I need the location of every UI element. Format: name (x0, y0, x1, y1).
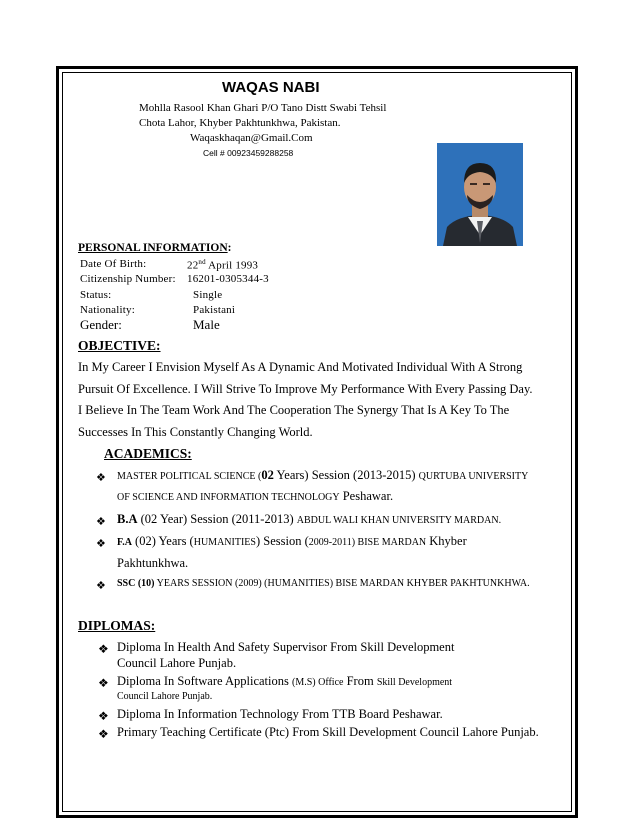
status-label: Status: (80, 289, 112, 301)
email-address: Waqaskhaqan@Gmail.Com (190, 132, 313, 144)
gender-label: Gender: (80, 317, 122, 332)
address-line-1: Mohlla Rasool Khan Ghari P/O Tano Distt Swabi Tehsil (139, 102, 387, 114)
objective-line-3: I Believe In The Team Work And The Cooperation The Synergy That Is A Key To The (78, 403, 510, 417)
gender-value: Male (193, 317, 220, 332)
academics-heading: ACADEMICS: (104, 446, 192, 461)
bullet-icon: ❖ (96, 538, 106, 550)
bullet-icon: ❖ (98, 676, 109, 690)
candidate-name: WAQAS NABI (222, 79, 320, 96)
cell-number: Cell # 00923459288258 (203, 148, 294, 158)
nationality-value: Pakistani (193, 304, 236, 316)
profile-photo (437, 143, 523, 246)
status-value: Single (193, 289, 223, 301)
academic-item-1-line-2: OF SCIENCE AND INFORMATION TECHNOLOGY Peshawar. (117, 489, 394, 503)
nationality-label: Nationality: (80, 304, 135, 316)
diploma-item-2-line-1: Diploma In Software Applications (M.S) Office From Skill Development (117, 674, 453, 688)
citizenship-value: 16201-0305344-3 (187, 273, 269, 285)
academic-item-1-line-1: MASTER POLITICAL SCIENCE (02 Years) Session (2013-2015) QURTUBA UNIVERSITY (117, 468, 529, 482)
diploma-item-4: Primary Teaching Certificate (Ptc) From Skill Development Council Lahore Punjab. (117, 725, 539, 739)
address-line-2: Chota Lahor, Khyber Pakhtunkhwa, Pakistan. (139, 117, 341, 129)
bullet-icon: ❖ (96, 472, 106, 484)
bullet-icon: ❖ (98, 709, 109, 723)
bullet-icon: ❖ (96, 516, 106, 528)
objective-heading: OBJECTIVE: (78, 338, 161, 353)
bullet-icon: ❖ (98, 642, 109, 656)
objective-line-4: Successes In This Constantly Changing World. (78, 425, 313, 439)
diplomas-heading: DIPLOMAS: (78, 618, 156, 633)
dob-value: 22nd April 1993 (187, 258, 259, 272)
academic-item-4: SSC (10) YEARS SESSION (2009) (HUMANITIES) BISE MARDAN KHYBER PAKHTUNKHWA. (117, 578, 530, 589)
bullet-icon: ❖ (96, 580, 106, 592)
academic-item-3-line-2: Pakhtunkhwa. (117, 556, 189, 570)
academic-item-3-line-1: F.A (02) Years (HUMANITIES) Session (2009-2011) BISE MARDAN Khyber (117, 534, 467, 548)
objective-line-2: Pursuit Of Excellence. I Will Strive To Improve My Performance With Every Passing Day. (78, 382, 533, 396)
diploma-item-1-line-2: Council Lahore Punjab. (117, 656, 237, 670)
diploma-item-2-line-2: Council Lahore Punjab. (117, 691, 213, 702)
diploma-item-1-line-1: Diploma In Health And Safety Supervisor From Skill Development (117, 640, 455, 654)
bullet-icon: ❖ (98, 727, 109, 741)
citizenship-label: Citizenship Number: (80, 273, 176, 285)
objective-line-1: In My Career I Envision Myself As A Dynamic And Motivated Individual With A Strong (78, 360, 523, 374)
diploma-item-3: Diploma In Information Technology From TTB Board Peshawar. (117, 707, 443, 721)
academic-item-2: B.A (02 Year) Session (2011-2013) ABDUL WALI KHAN UNIVERSITY MARDAN. (117, 512, 502, 526)
dob-label: Date Of Birth: (80, 258, 147, 270)
personal-info-heading: PERSONAL INFORMATION: (78, 242, 232, 254)
